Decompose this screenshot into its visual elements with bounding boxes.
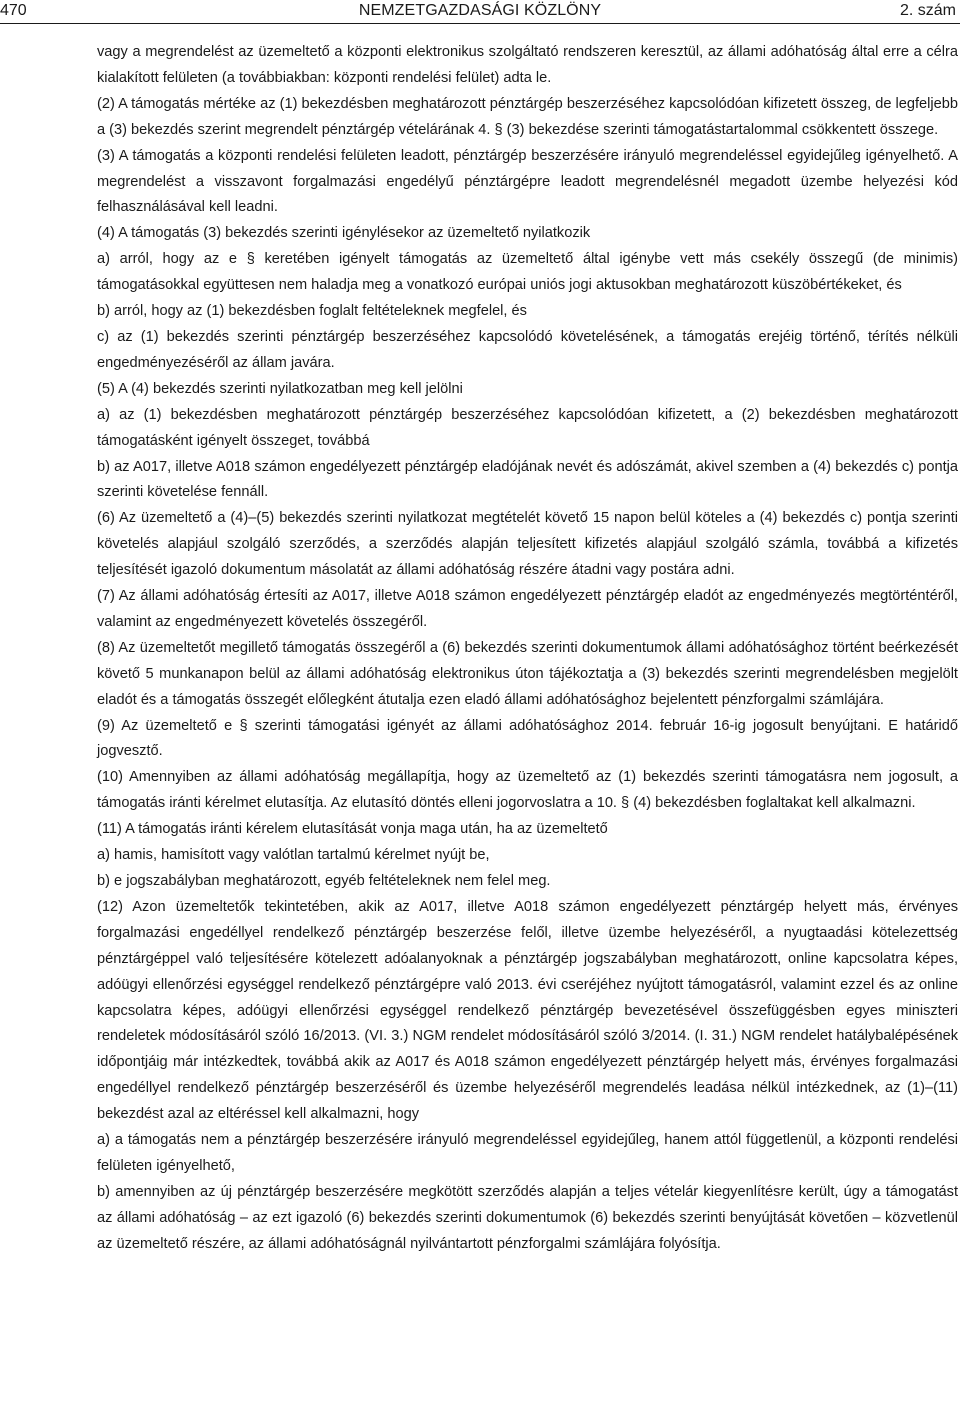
gazette-title: NEMZETGAZDASÁGI KÖZLÖNY [358, 2, 602, 19]
page-number: 470 [0, 2, 27, 19]
paragraph-4-point-a: a) arról, hogy az e § keretében igényelt támogatás az üzemeltető által igénybe vett más csekély összegű (de minimis) támogatásokkal együttesen nem haladja meg a vonatkozó európai uniós jogi aktusokban meghatározott küszöbértékeket, és [97, 251, 958, 294]
paragraph-5-point-a: a) az (1) bekezdésben meghatározott pénztárgép beszerzéséhez kapcsolódóan kifizetett, a (2) bekezdésben meghatározott támogatásként igényelt összeget, továbbá [97, 406, 958, 449]
paragraph-4-point-b: b) arról, hogy az (1) bekezdésben foglalt feltételeknek megfelel, és [97, 303, 527, 320]
issue-number: 2. szám [899, 2, 956, 19]
page-header [0, 0, 960, 26]
header-rule [0, 23, 960, 24]
paragraph-4: (4) A támogatás (3) bekezdés szerinti igénylésekor az üzemeltető nyilatkozik [97, 225, 591, 242]
paragraph-11-point-b: b) e jogszabályban meghatározott, egyéb feltételeknek nem felel meg. [97, 873, 551, 889]
paragraph-2: (2) A támogatás mértéke az (1) bekezdésben meghatározott pénztárgép beszerzéséhez kapcsolódóan kifizetett összeg, de legfeljebb a (3) bekezdés szerint megrendelt pénztárgép vételárának 4. § (3) bekezdése szerinti támogatástartalommal csökkentett összege. [97, 95, 958, 138]
paragraph-12-point-a: a) a támogatás nem a pénztárgép beszerzésére irányuló megrendeléssel egyidejűleg, hanem attól függetlenül, a központi rendelési felületen igényelhető, [97, 1132, 958, 1174]
paragraph-9: (9) Az üzemeltető e § szerinti támogatási igényét az állami adóhatósághoz 2014. február 16-ig jogosult benyújtani. E határidő jogvesztő. [97, 717, 958, 760]
paragraph-7: (7) Az állami adóhatóság értesíti az A017, illetve A018 számon engedélyezett pénztárgép eladót az engedményezés megtörténtéről, valamint az engedményezett követelés összegéről. [97, 588, 958, 630]
paragraph-11-point-a: a) hamis, hamisított vagy valótlan tartalmú kérelmet nyújt be, [97, 847, 490, 864]
paragraph-8: (8) Az üzemeltetőt megillető támogatás összegéről a (6) bekezdés szerinti dokumentumok állami adóhatósághoz történt beérkezését követő 5 munkanapon belül az állami adóhatóság elektronikus úton tájékoztatja a (3) bekezdés szerinti megrendelésben megjelölt eladót és a támogatás összegét előlegként átutalja ezen eladó állami adóhatósághoz bejelentett pénzforgalmi számlájára. [97, 639, 958, 708]
paragraph-continuation: vagy a megrendelést az üzemeltető a központi elektronikus szolgáltató rendszeren keresztül, az állami adóhatóság által erre a célra kialakított felületen (a továbbiakban: központi rendelési felület) adta le. [97, 44, 958, 86]
paragraph-5-point-b: b) az A017, illetve A018 számon engedélyezett pénztárgép eladójának nevét és adószámát, akivel szemben a (4) bekezdés c) pontja szerinti követelése fennáll. [97, 458, 958, 501]
paragraph-5: (5) A (4) bekezdés szerinti nyilatkozatban meg kell jelölni [97, 380, 463, 397]
paragraph-6: (6) Az üzemeltető a (4)–(5) bekezdés szerinti nyilatkozat megtételét követő 15 napon belül köteles a (4) bekezdés c) pontja szerinti követelés alapjául szolgáló szerződés, a szerződés alapján teljesített kifizetés alapjául szolgáló számla, továbbá a kifizetés teljesítését igazoló dokumentum másolatát az állami adóhatóság részére átadni vagy postára adni. [97, 510, 958, 579]
body-text [97, 40, 958, 1258]
paragraph-3: (3) A támogatás a központi rendelési felületen leadott, pénztárgép beszerzésére irányuló megrendeléssel egyidejűleg igényelhető. A megrendelést a visszavont forgalmazási engedélyű pénztárgépre leadott megrendelésnél megadott üzembe helyezési kód felhasználásával kell leadni. [97, 147, 958, 216]
paragraph-10: (10) Amennyiben az állami adóhatóság megállapítja, hogy az üzemeltető az (1) bekezdés szerinti támogatásra nem jogosult, a támogatás iránti kérelmet elutasítja. Az elutasító döntés elleni jogorvoslatra a 10. § (4) bekezdésben foglaltakat kell alkalmazni. [97, 769, 958, 812]
paragraph-4-point-c: c) az (1) bekezdés szerinti pénztárgép beszerzéséhez kapcsolódó követelésének, a támogatás erejéig történő, térítés nélküli engedményezéséről az állam javára. [97, 328, 958, 371]
paragraph-12-point-b: b) amennyiben az új pénztárgép beszerzésére megkötött szerződés alapján a teljes vételár kiegyenlítésre került, úgy a támogatást az állami adóhatóság – az ezt igazoló (6) bekezdés szerinti dokumentumok (6) bekezdés szerinti benyújtását követően – közvetlenül az üzemeltető részére, az állami adóhatóságnál nyilvántartott pénzforgalmi számlájára folyósítja. [97, 1183, 958, 1252]
paragraph-11: (11) A támogatás iránti kérelem elutasítását vonja maga után, ha az üzemeltető [97, 821, 608, 838]
paragraph-12: (12) Azon üzemeltetők tekintetében, akik az A017, illetve A018 számon engedélyezett pénztárgép helyett más, érvényes forgalmazási engedéllyel rendelkező pénztárgép beszerzése felől, illetve üzembe helyezéséről, a nyugtaadási kötelezettség pénztárgéppel való teljesítésére kötelezett adóalanyoknak a pénztárgép jogszabályban meghatározott, online kapcsolatra képes, adóügyi ellenőrzési egységgel rendelkező pénztárgépre való 2013. évi cseréjéhez nyújtott támogatásról, valamint ezzel és az online kapcsolatra képes, adóügyi ellenőrzési egységgel rendelkező pénztárgép bevezetésével összefüggésben egyes miniszteri rendeletek módosításáról szóló 16/2013. (VI. 3.) NGM rendelet módosításáról szóló 3/2014. (I. 31.) NGM rendelet hatálybalépésének időpontjáig már intézkedtek, továbbá akik az A017 és A018 számon engedélyezett pénztárgép helyett más, érvényes forgalmazási engedéllyel rendelkező pénztárgép beszerzéséről és üzembe helyezéséről megrendelés leadása nélkül intézkednek, az (1)–(11) bekezdést azal az eltéréssel kell alkalmazni, hogy [97, 898, 958, 1123]
